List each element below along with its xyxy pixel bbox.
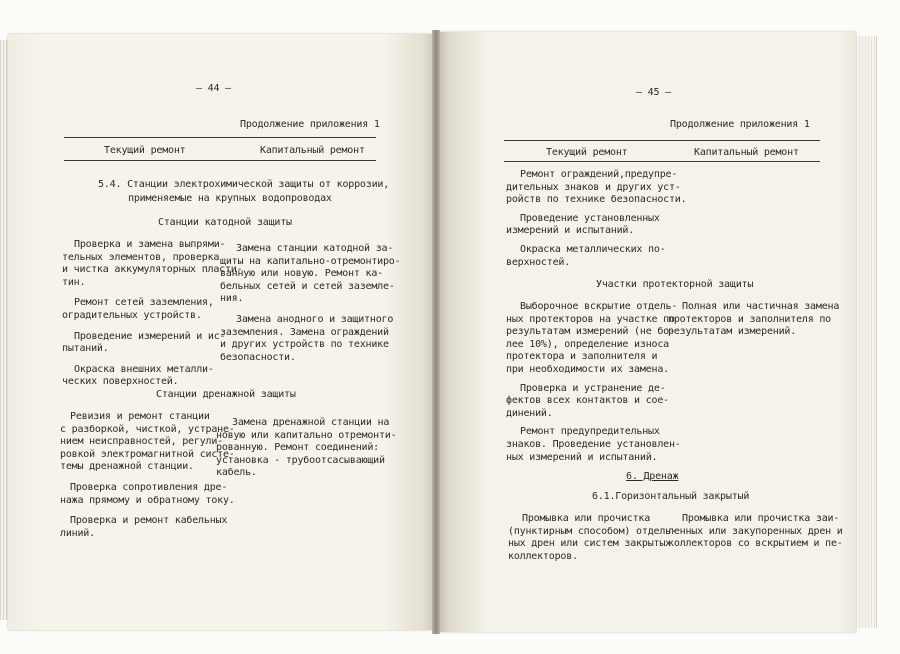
right-page-stack xyxy=(856,36,877,628)
cathodic-capital-text: Замена анодного и защитного xyxy=(236,314,394,325)
protector-current-text: Выборочное вскрытие отдель- xyxy=(520,301,678,312)
drainage-capital-text: новую или капитально отремонти- xyxy=(216,429,397,441)
cathodic-capital-text: ния. xyxy=(220,293,244,305)
drainage-current-text: линий. xyxy=(60,527,95,539)
horizontal-current-text: (пунктирным способом) отдель- xyxy=(508,525,677,537)
protector-current-text: ных измерений и испытаний. xyxy=(506,451,658,463)
top-current-text: Проведение установленных xyxy=(520,212,660,224)
cathodic-capital-text: Замена станции катодной за- xyxy=(236,243,394,254)
right-header-rule-top xyxy=(504,140,820,141)
section-title: применяемые на крупных водопроводах xyxy=(128,193,332,204)
cathodic-current-text: Окраска внешних металли- xyxy=(74,363,214,375)
horizontal-current-text: Промывка или прочистка xyxy=(522,513,651,524)
left-page-stack xyxy=(0,40,8,620)
protector-current-text: Ремонт предупредительных xyxy=(520,426,660,438)
cathodic-current-text: ческих поверхностей. xyxy=(62,376,179,388)
cathodic-current-text: пытаний. xyxy=(62,343,109,355)
protector-current-text: при необходимости их замена. xyxy=(506,364,669,375)
protector-current-text: фектов всех контактов и сое- xyxy=(506,395,669,407)
top-current-text: измерений и испытаний. xyxy=(506,225,635,237)
subsection-title: Станции дренажной защиты xyxy=(156,389,296,400)
cathodic-capital-text: ванную или новую. Ремонт ка- xyxy=(220,268,383,280)
cathodic-capital-text: щиты на капитально-отремонтиро- xyxy=(220,255,401,267)
horizontal-current-text: коллекторов. xyxy=(508,550,578,562)
right-page-number: — 45 — xyxy=(636,87,671,98)
right-col-current-header: Текущий ремонт xyxy=(546,147,628,158)
drainage-capital-text: Замена дренажной станции на xyxy=(232,417,390,428)
horizontal-capital-text: ленных или закупоренных дрен и xyxy=(668,525,843,537)
cathodic-capital-text: заземления. Замена ограждений xyxy=(220,326,389,338)
cathodic-current-text: Ремонт сетей заземления, xyxy=(74,297,214,309)
drainage-current-text: Проверка сопротивления дре- xyxy=(70,482,228,493)
horizontal-capital-text: Промывка или прочистка заи- xyxy=(682,513,840,524)
section-title: 6. Дренаж xyxy=(626,471,679,482)
cathodic-current-text: и чистка аккумуляторных пласти- xyxy=(62,264,243,276)
top-current-text: дительных знаков и других уст- xyxy=(506,181,681,193)
cathodic-capital-text: бельных сетей и сетей заземле- xyxy=(220,280,395,292)
left-header-rule-bottom xyxy=(64,160,376,161)
section-title: 5.4. Станции электрохимической защиты от коррозии, xyxy=(98,179,390,190)
cathodic-current-text: оградительных устройств. xyxy=(62,310,202,321)
top-current-text: ройств по технике безопасности. xyxy=(506,194,687,206)
protector-current-text: протектора и заполнителя и xyxy=(506,351,658,363)
protector-current-text: динений. xyxy=(506,407,553,419)
drainage-current-text: с разборкой, чисткой, устране- xyxy=(60,423,235,435)
drainage-current-text: нием неисправностей, регули- xyxy=(60,436,223,448)
left-header-rule-top xyxy=(64,137,376,138)
cathodic-current-text: тельных элементов, проверка xyxy=(62,251,220,263)
protector-current-text: знаков. Проведение установлен- xyxy=(506,439,681,450)
subsection-title: 6.1.Горизонтальный закрытый xyxy=(592,491,750,502)
cathodic-current-text: Проведение измерений и ис- xyxy=(74,330,226,342)
top-current-text: верхностей. xyxy=(506,256,571,268)
drainage-capital-text: установка - трубоотсасывающий xyxy=(216,454,385,466)
left-col-capital-header: Капитальный ремонт xyxy=(260,145,365,156)
book-gutter xyxy=(432,30,440,634)
cathodic-capital-text: и других устройств по технике xyxy=(220,339,389,351)
drainage-current-text: ровкой электромагнитной систе- xyxy=(60,448,235,460)
protector-capital-text: протекторов и заполнителя по xyxy=(668,313,831,325)
subsection-title: Участки протекторной защиты xyxy=(596,279,754,290)
left-page-number: — 44 — xyxy=(196,83,231,94)
top-current-text: Окраска металлических по- xyxy=(520,244,666,255)
protector-current-text: ных протекторов на участке по xyxy=(506,313,675,325)
drainage-capital-text: рованную. Ремонт соединений: xyxy=(216,442,379,454)
protector-capital-text: Полная или частичная замена xyxy=(682,301,840,312)
left-col-current-header: Текущий ремонт xyxy=(104,145,186,156)
protector-capital-text: результатам измерений. xyxy=(668,326,797,338)
horizontal-capital-text: коллекторов со вскрытием и пе- xyxy=(668,538,843,550)
drainage-capital-text: кабель. xyxy=(216,467,257,479)
drainage-current-text: Ревизия и ремонт станции xyxy=(70,411,210,422)
cathodic-current-text: Проверка и замена выпрями- xyxy=(74,239,226,250)
drainage-current-text: Проверка и ремонт кабельных xyxy=(70,515,228,527)
horizontal-current-text: ных дрен или систем закрытых xyxy=(508,538,671,550)
cathodic-capital-text: безопасности. xyxy=(220,351,296,363)
right-col-capital-header: Капитальный ремонт xyxy=(694,147,799,158)
right-header-rule-bottom xyxy=(504,161,820,162)
drainage-current-text: нажа прямому и обратному току. xyxy=(60,494,235,506)
protector-current-text: лее 10%), определение износа xyxy=(506,338,669,350)
right-continuation-label: Продолжение приложения 1 xyxy=(670,119,810,130)
cathodic-current-text: тин. xyxy=(62,276,86,288)
drainage-current-text: темы дренажной станции. xyxy=(60,461,194,473)
top-current-text: Ремонт ограждений,предупре- xyxy=(520,169,678,180)
subsection-title: Станции катодной защиты xyxy=(158,217,292,228)
left-continuation-label: Продолжение приложения 1 xyxy=(240,119,380,130)
protector-current-text: результатам измерений (не бо- xyxy=(506,326,675,338)
protector-current-text: Проверка и устранение де- xyxy=(520,382,666,394)
